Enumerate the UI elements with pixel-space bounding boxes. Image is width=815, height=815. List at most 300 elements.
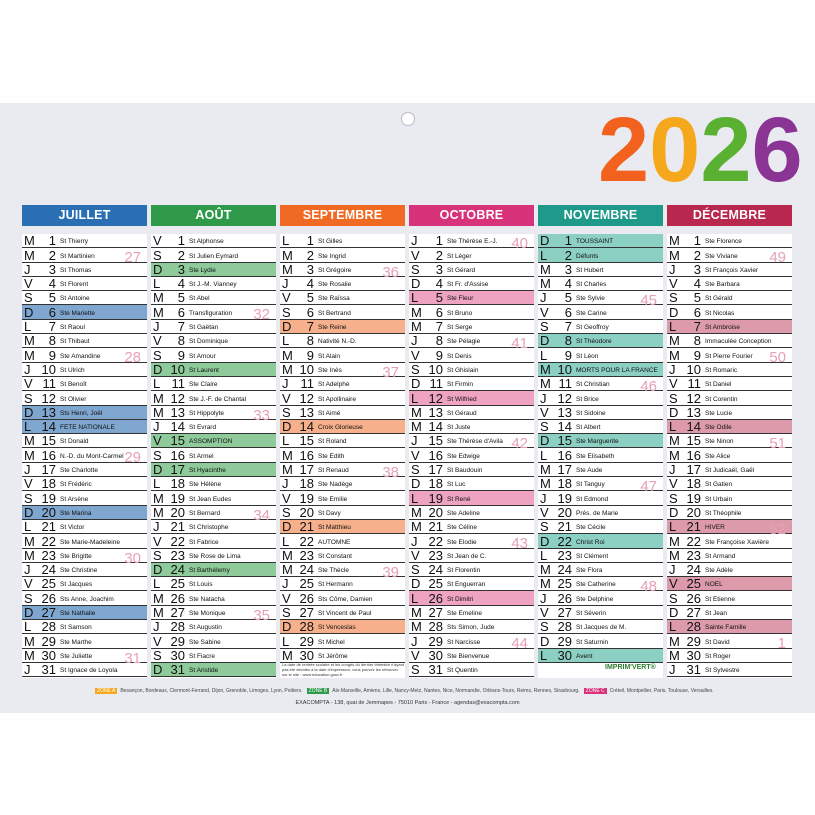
day-number: 19 [170, 490, 185, 506]
day-number: 16 [686, 447, 701, 463]
weekday-letter: M [411, 419, 422, 435]
day-row [409, 506, 534, 520]
day-row [22, 391, 147, 405]
saint-name: Ste Odile [705, 424, 732, 432]
saint-name: St Christian [576, 381, 610, 389]
day-row [538, 634, 663, 648]
weekday-letter: V [540, 304, 549, 320]
saint-name: HIVER [705, 524, 725, 532]
day-row [538, 506, 663, 520]
day-number: 21 [428, 519, 443, 535]
school-holidays-note: La date de rentrée scolaire et les congés du dernier trimestre n'ayant pas été décidés à la date d'impression, vous pouvez les retrouver sur le site : www.education.gouv.fr [282, 662, 404, 677]
day-number: 7 [564, 319, 572, 335]
day-row [409, 263, 534, 277]
day-number: 19 [428, 490, 443, 506]
day-row [409, 620, 534, 634]
day-number: 3 [435, 261, 443, 277]
saint-name: Ste Rosalie [318, 281, 352, 289]
weekday-letter: M [153, 290, 164, 306]
week-number: 38 [382, 463, 399, 481]
day-row [538, 448, 663, 462]
week-number: 35 [253, 606, 270, 624]
day-number: 29 [557, 633, 572, 649]
day-row [151, 663, 276, 677]
day-row [667, 377, 792, 391]
week-number: 30 [124, 549, 141, 567]
day-number: 18 [41, 476, 56, 492]
weekday-letter: V [24, 376, 33, 392]
saint-name: St Matthieu [318, 524, 351, 532]
saint-name: Sainte Famille [705, 624, 747, 632]
day-number: 30 [41, 647, 56, 663]
weekday-letter: D [153, 662, 163, 678]
day-row [22, 606, 147, 620]
weekday-letter: J [24, 261, 31, 277]
day-number: 21 [41, 519, 56, 535]
day-row [280, 520, 405, 534]
saint-name: Ste Claire [189, 381, 218, 389]
saint-name: St Léger [447, 252, 472, 260]
day-row [22, 305, 147, 319]
saint-name: St Bertrand [318, 309, 351, 317]
day-row [151, 534, 276, 548]
week-number: 51 [769, 435, 786, 453]
saint-name: Ste Cécile [576, 524, 606, 532]
week-number: 36 [382, 263, 399, 281]
day-row [538, 420, 663, 434]
saint-name: St Alain [318, 352, 341, 360]
weekday-letter: V [153, 333, 162, 349]
weekday-letter: J [540, 490, 547, 506]
day-number: 1 [435, 233, 443, 249]
saint-name: Ste Ingrid [318, 252, 346, 260]
day-number: 23 [299, 547, 314, 563]
day-number: 6 [177, 304, 185, 320]
saint-name: Ste Pélagie [447, 338, 481, 346]
saint-name: St Denis [447, 352, 472, 360]
saint-name: St Fabrice [189, 538, 219, 546]
saint-name: Ste Reine [318, 324, 347, 332]
weekday-letter: D [153, 562, 163, 578]
day-number: 5 [177, 290, 185, 306]
day-row [667, 291, 792, 305]
saint-name: FÊTE NATIONALE [60, 424, 115, 432]
weekday-letter: D [411, 476, 421, 492]
weekday-letter: S [282, 404, 291, 420]
year-digit: 2 [700, 99, 752, 201]
day-row [409, 377, 534, 391]
weekday-letter: M [282, 361, 293, 377]
weekday-letter: D [669, 304, 679, 320]
weekday-letter: M [282, 447, 293, 463]
day-number: 18 [686, 476, 701, 492]
day-row [409, 606, 534, 620]
day-row [409, 333, 534, 353]
saint-name: Ste Delphine [576, 595, 614, 603]
weekday-letter: J [669, 462, 676, 478]
day-number: 2 [306, 247, 314, 263]
weekday-letter: L [411, 590, 419, 606]
saint-name: St Albert [576, 424, 601, 432]
day-number: 8 [564, 333, 572, 349]
day-number: 5 [306, 290, 314, 306]
saint-name: St Ulrich [60, 366, 85, 374]
saint-name: St Arsène [60, 495, 89, 503]
saint-name: St Pierre Fourier [705, 352, 753, 360]
day-number: 22 [428, 533, 443, 549]
day-row [22, 547, 147, 567]
week-number: 34 [253, 506, 270, 524]
week-number: 37 [382, 363, 399, 381]
weekday-letter: D [540, 333, 550, 349]
weekday-letter: L [282, 333, 290, 349]
day-row [538, 591, 663, 605]
day-number: 11 [42, 376, 56, 392]
day-row [409, 663, 534, 677]
day-row [667, 406, 792, 420]
weekday-letter: M [540, 276, 551, 292]
weekday-letter: M [540, 376, 551, 392]
week-number: 46 [640, 377, 657, 395]
saint-name: Ste Mariette [60, 309, 96, 317]
day-number: 28 [557, 619, 572, 635]
day-row [667, 305, 792, 319]
day-number: 29 [428, 633, 443, 649]
day-row [22, 634, 147, 648]
day-number: 1 [306, 233, 314, 249]
day-row [151, 577, 276, 591]
day-row [538, 563, 663, 577]
weekday-letter: M [669, 447, 680, 463]
day-row [409, 406, 534, 420]
day-number: 25 [686, 576, 701, 592]
day-row [280, 634, 405, 648]
day-row [538, 534, 663, 548]
weekday-letter: M [411, 519, 422, 535]
saint-name: St Constant [318, 552, 352, 560]
saint-name: Ste Élodie [447, 538, 477, 546]
day-row [151, 304, 276, 324]
day-number: 5 [564, 290, 572, 306]
weekday-letter: J [24, 462, 31, 478]
saint-name: Avent [576, 652, 593, 660]
weekday-letter: L [669, 319, 677, 335]
day-row [667, 663, 792, 677]
weekday-letter: M [153, 490, 164, 506]
day-number: 1 [564, 233, 572, 249]
day-row [280, 377, 405, 391]
saint-name: St Evrard [189, 424, 217, 432]
saint-name: Ste Marguerite [576, 438, 619, 446]
weekday-letter: M [24, 447, 35, 463]
saint-name: Ste Thècle [318, 567, 349, 575]
day-row [667, 577, 792, 591]
weekday-letter: M [153, 390, 164, 406]
weekday-letter: J [153, 419, 160, 435]
day-number: 12 [428, 390, 443, 406]
zone-c-cities: Créteil, Montpellier, Paris, Toulouse, Versailles. [609, 688, 714, 694]
day-row [22, 420, 147, 434]
day-number: 26 [170, 590, 185, 606]
weekday-letter: S [153, 547, 162, 563]
day-row [280, 348, 405, 362]
day-row [22, 234, 147, 248]
day-number: 14 [170, 419, 185, 435]
day-number: 30 [686, 647, 701, 663]
saint-name: St Thibaut [60, 338, 90, 346]
day-number: 9 [48, 347, 56, 363]
weekday-letter: L [24, 519, 32, 535]
saint-name: Croix Glorieuse [318, 424, 363, 432]
weekday-letter: J [411, 233, 418, 249]
day-number: 6 [306, 304, 314, 320]
day-row [280, 591, 405, 605]
saint-name: St Aimé [318, 409, 341, 417]
saint-name: St David [705, 638, 730, 646]
saint-name: St Jean [705, 610, 728, 618]
day-row [22, 463, 147, 477]
saint-name: N.-D. du Mont-Carmel [60, 452, 124, 460]
day-row [667, 534, 792, 548]
day-row [538, 463, 663, 477]
day-row [667, 263, 792, 277]
day-number: 4 [306, 276, 314, 292]
weekday-letter: S [24, 290, 33, 306]
day-number: 21 [686, 519, 701, 535]
saint-name: St Bernard [189, 509, 221, 517]
day-number: 27 [170, 605, 185, 621]
saint-name: Ste Nadège [318, 481, 353, 489]
day-number: 8 [48, 333, 56, 349]
day-row [280, 361, 405, 381]
day-number: 12 [557, 390, 572, 406]
saint-name: Ste Fleur [447, 295, 474, 303]
saint-name: St J.-M. Vianney [189, 281, 237, 289]
saint-name: St Saturnin [576, 638, 609, 646]
saint-name: St Clément [576, 552, 609, 560]
saint-name: St Étienne [705, 595, 735, 603]
weekday-letter: M [540, 476, 551, 492]
weekday-letter: M [153, 404, 164, 420]
day-row [409, 448, 534, 462]
weekday-letter: L [540, 247, 548, 263]
weekday-letter: D [153, 462, 163, 478]
saint-name: St Enguerran [447, 581, 486, 589]
day-number: 14 [299, 419, 314, 435]
weekday-letter: D [669, 605, 679, 621]
day-row [280, 462, 405, 481]
saint-name: St Luc [447, 481, 466, 489]
day-number: 29 [299, 633, 314, 649]
saint-name: Ste Edwige [447, 452, 480, 460]
weekday-letter: V [24, 276, 33, 292]
day-number: 26 [299, 590, 314, 606]
day-number: 4 [48, 276, 56, 292]
day-row [409, 348, 534, 362]
day-number: 14 [41, 419, 56, 435]
month-days [22, 234, 147, 678]
day-row [409, 633, 534, 653]
saint-name: Ste Rose de Lima [189, 552, 241, 560]
weekday-letter: M [24, 533, 35, 549]
day-row [538, 606, 663, 620]
day-number: 14 [428, 419, 443, 435]
weekday-letter: V [153, 533, 162, 549]
day-number: 4 [564, 276, 572, 292]
day-number: 6 [693, 304, 701, 320]
day-row [280, 305, 405, 319]
saint-name: St Dimitri [447, 595, 474, 603]
saint-name: St Antoine [60, 295, 90, 303]
weekday-letter: L [411, 490, 419, 506]
saint-name: St Roland [318, 438, 347, 446]
month-header: OCTOBRE [409, 205, 534, 226]
day-row [280, 334, 405, 348]
saint-name: St Frédéric [60, 481, 92, 489]
day-number: 7 [48, 319, 56, 335]
day-number: 20 [428, 504, 443, 520]
day-row [667, 620, 792, 634]
day-row [22, 647, 147, 667]
weekday-letter: J [282, 576, 289, 592]
saint-name: Ste Lucie [705, 409, 733, 417]
year-digit: 6 [751, 99, 803, 201]
day-number: 20 [170, 504, 185, 520]
day-row [280, 248, 405, 262]
day-row [538, 649, 663, 663]
day-number: 20 [41, 504, 56, 520]
weekday-letter: M [411, 304, 422, 320]
day-number: 17 [428, 462, 443, 478]
day-row [151, 348, 276, 362]
day-row [409, 463, 534, 477]
week-number: 45 [640, 292, 657, 310]
day-number: 23 [170, 547, 185, 563]
day-row [151, 504, 276, 524]
day-number: 1 [48, 233, 56, 249]
day-number: 9 [564, 347, 572, 363]
weekday-letter: L [540, 347, 548, 363]
saint-name: St Alphonse [189, 238, 224, 246]
day-number: 6 [435, 304, 443, 320]
saint-name: Sts Côme, Damien [318, 595, 373, 603]
day-number: 25 [428, 576, 443, 592]
zone-c-badge: ZONE C [585, 688, 605, 694]
saint-name: St Abel [189, 295, 210, 303]
day-row [151, 605, 276, 624]
month-days [280, 234, 405, 678]
week-number: 49 [769, 249, 786, 267]
weekday-letter: L [153, 276, 161, 292]
weekday-letter: D [153, 361, 163, 377]
saint-name: St Judicaël, Gaël [705, 467, 755, 475]
day-row [409, 305, 534, 319]
day-number: 30 [170, 647, 185, 663]
saint-name: St Armel [189, 452, 214, 460]
day-number: 7 [435, 319, 443, 335]
day-number: 22 [299, 533, 314, 549]
day-number: 29 [686, 633, 701, 649]
day-number: 15 [41, 433, 56, 449]
day-number: 16 [428, 447, 443, 463]
day-row [538, 277, 663, 291]
saint-name: St Julien Eymard [189, 252, 239, 260]
day-number: 27 [686, 605, 701, 621]
day-number: 10 [41, 361, 56, 377]
day-number: 28 [428, 619, 443, 635]
weekday-letter: M [153, 605, 164, 621]
day-number: 26 [686, 590, 701, 606]
day-row [667, 363, 792, 377]
day-row [667, 277, 792, 291]
day-number: 13 [41, 404, 56, 420]
day-number: 15 [299, 433, 314, 449]
saint-name: Ste Hélène [189, 481, 222, 489]
day-number: 31 [41, 662, 56, 678]
day-number: 12 [686, 390, 701, 406]
saint-name: St Corentin [705, 395, 738, 403]
day-row [22, 520, 147, 534]
day-number: 1 [177, 233, 185, 249]
month-header: SEPTEMBRE [280, 205, 405, 226]
saint-name: St Barthélemy [189, 567, 230, 575]
day-number: 24 [41, 562, 56, 578]
saint-name: St Venceslas [318, 624, 356, 632]
saint-name: St Théophile [705, 509, 742, 517]
week-number: 44 [511, 635, 528, 653]
day-row [151, 334, 276, 348]
saint-name: ASSOMPTION [189, 438, 233, 446]
day-row [22, 506, 147, 520]
weekday-letter: M [24, 333, 35, 349]
weekday-letter: L [669, 619, 677, 635]
day-row [280, 448, 405, 462]
day-number: 18 [557, 476, 572, 492]
day-number: 22 [557, 533, 572, 549]
day-row [280, 406, 405, 420]
saint-name: St Bruno [447, 309, 473, 317]
day-number: 3 [306, 261, 314, 277]
school-zones-legend [95, 688, 735, 694]
weekday-letter: S [282, 504, 291, 520]
day-number: 9 [306, 347, 314, 363]
week-number: 29 [124, 449, 141, 467]
day-row [22, 477, 147, 491]
weekday-letter: J [669, 261, 676, 277]
day-row [538, 305, 663, 319]
saint-name: Ste Alice [705, 452, 731, 460]
weekday-letter: V [540, 504, 549, 520]
weekday-letter: S [153, 447, 162, 463]
saint-name: Défunts [576, 252, 599, 260]
day-number: 24 [428, 562, 443, 578]
saint-name: St Sylvestre [705, 667, 740, 675]
saint-name: Ste Aude [576, 467, 603, 475]
weekday-letter: V [411, 547, 420, 563]
weekday-letter: M [540, 462, 551, 478]
saint-name: St Gilles [318, 238, 343, 246]
weekday-letter: M [669, 233, 680, 249]
day-row [409, 491, 534, 505]
weekday-letter: S [540, 519, 549, 535]
day-row [22, 247, 147, 267]
day-row [280, 562, 405, 581]
day-number: 28 [170, 619, 185, 635]
day-number: 20 [686, 504, 701, 520]
day-row [151, 248, 276, 262]
saint-name: Ste Françoise Xavière [705, 538, 769, 546]
day-number: 3 [564, 261, 572, 277]
